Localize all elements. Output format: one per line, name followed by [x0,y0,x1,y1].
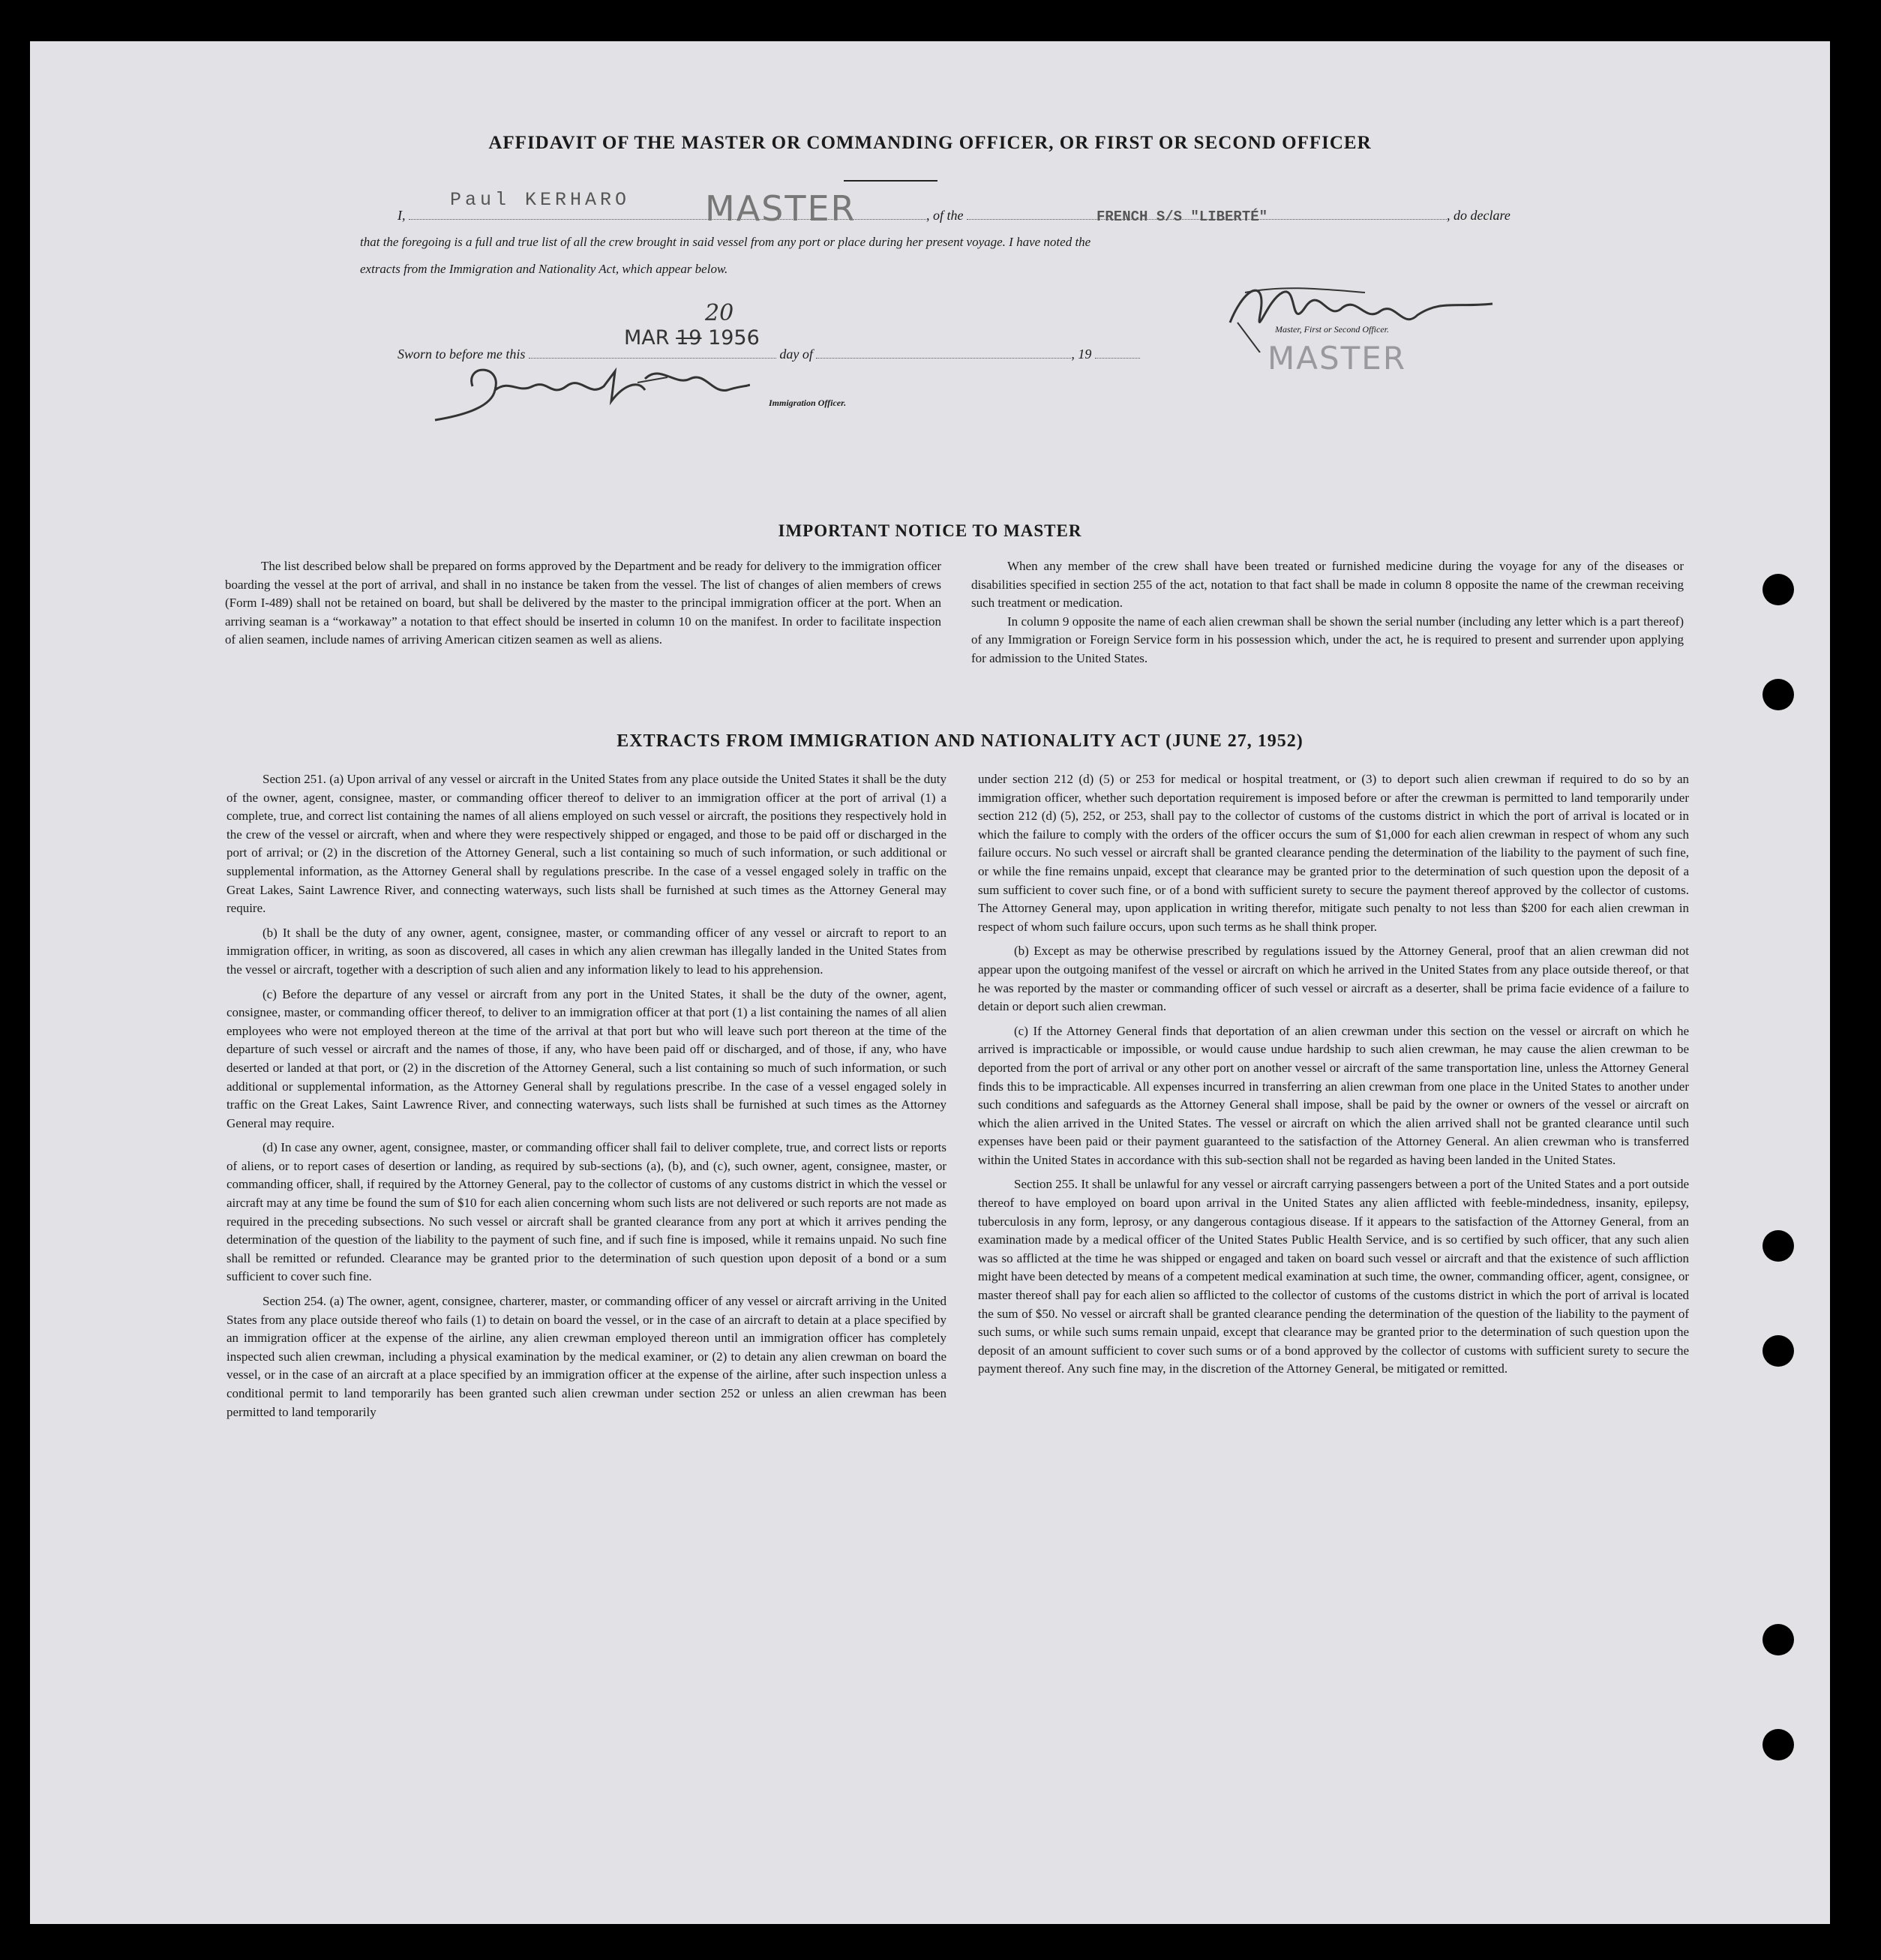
section-254-a-continued: under section 212 (d) (5) or 253 for medical or hospital treatment, or (3) to deport such alien crewman if required to do so by an immigration officer, whether such deportation requirement is imposed before or after the crewman is permitted to land temporarily under section 212 (d) (5), 252, or 253, shall pay to the collector of customs of the customs district in which the port of arrival is located or in which the failure to comply with the orders of the officer occurs the sum of $1,000 for each alien crewman in respect of whom any such failure occurs. No such vessel or aircraft shall be granted clearance pending the determination of the liability to the payment of such fine, or while the fine remains unpaid, except that clearance may be granted prior to the determination of such question upon the deposit of a sum sufficient to cover such fine, or of a bond with sufficient surety to secure the payment thereof approved by the collector of customs. The Attorney General may, upon application in writing therefor, mitigate such penalty to not less than $200 for each alien crewman in respect of whom such failure occurs, upon such terms as he shall think proper. [978,772,1689,934]
section-254-a: Section 254. (a) The owner, agent, consignee, charterer, master, or commanding officer of any vessel or aircraft arriving in the United States from any place outside thereof who fails (1) to detain on board the vessel, or in the case of an aircraft to detain at a place specified by an immigration officer at the expense of the airline, any alien crewman employed thereon until an immigration officer has completely inspected such alien crewman, including a physical examination by the medical examiner, or (2) to detain any alien crewman on board the vessel, or in the case of an aircraft at a place specified by an immigration officer at the expense of the airline, after such inspection unless a conditional permit to land temporarily has been granted such alien crewman under section 252 or unless an alien crewman has been permitted to land temporarily [226,1294,946,1419]
punch-hole [1762,679,1794,710]
section-251-b: (b) It shall be the duty of any owner, agent, consignee, master, or commanding officer of any vessel or aircraft to report to an immigration officer, in writing, as soon as discovered, all cases in which any alien crewman has illegally landed in the United States from the vessel or aircraft, together with a description of such alien and any information likely to lead to his apprehension. [226,925,946,977]
extracts-right-column [978,770,1689,1385]
date-stamp-year: 1956 [708,326,760,350]
do-declare-label: , do declare [1447,208,1510,223]
section-254-c: (c) If the Attorney General finds that deportation of an alien crewman under this section on the vessel or aircraft on which he arrived is impracticable or impossible, or would cause undue hardship to such alien crewman, he may cause the alien crewman to be deported from the port of arrival or any other port on another vessel or aircraft of the same transportation line, unless the Attorney General finds this to be impracticable. All expenses incurred in transferring an alien crewman from one place in the United States to another under such conditions and safeguards as the Attorney General shall impose, shall be paid by the owner or owners of the vessel or aircraft on which the alien arrived in the United States. The vessel or aircraft on which the alien arrived shall not be granted clearance until such expenses have been paid or their payment guaranteed to the satisfaction of the Attorney General. An alien crewman who is transferred within the United States in accordance with this sub-section shall not be regarded as having been landed in the United States. [978,1023,1689,1167]
punch-hole [1762,1624,1794,1655]
title-divider [844,180,938,182]
notice-left-text: The list described below shall be prepared on forms approved by the Department and be ready for delivery to the immigration officer boarding the vessel at the port of arrival, and shall in no instance be taken from the vessel. The list of changes of alien members of crews (Form I-489) shall not be retained on board, but shall be delivered by the master to the principal immigration officer at the port. When an arriving seaman is a “workaway” a notation to that effect should be inserted in column 10 on the manifest. In order to facilitate inspection of alien seamen, include names of arriving American citizen seamen as well as aliens. [225,559,941,647]
declaration-line-3: extracts from the Immigration and Nationality Act, which appear below. [360,262,728,276]
notice-left [225,557,941,656]
sworn-label: Sworn to before me this [398,347,526,362]
punch-hole [1762,574,1794,605]
master-signature-caption: Master, First or Second Officer. [1275,324,1389,335]
section-251-a: Section 251. (a) Upon arrival of any vessel or aircraft in the United States from any place outside the United States it shall be the duty of the owner, agent, consignee, master, or commanding officer thereof to deliver to an immigration officer at the port of arrival (1) a complete, true, and correct list containing the names of all aliens employed on such vessel or aircraft, the positions they respectively hold in the crew of the vessel or aircraft, when and where they were respectively shipped or engaged, and those to be paid off or discharged in the port of arrival; or (2) in the discretion of the Attorney General, such a list containing so much of such information, or such additional or supplemental information, as the Attorney General shall by regulations prescribe. In the case of a vessel engaged solely in traffic on the Great Lakes, Saint Lawrence River, and connecting waterways, such lists shall be furnished at such times as the Attorney General may require. [226,772,946,916]
document-page [30,41,1830,1924]
declaration-line-2: that the foregoing is a full and true list of all the crew brought in said vessel from any port or place during her present voyage. I have noted the [360,235,1091,249]
rank-stamp: MASTER [705,188,856,229]
notice-right-text-1: When any member of the crew shall have been treated or furnished medicine during the voyage for any of the diseases or disabilities specified in section 255 of the act, notation to that fact shall be made in column 8 opposite the name of the crewman receiving such treatment or medication. [971,559,1684,611]
master-name: Paul KERHARO [450,189,631,211]
date-stamp [624,326,760,350]
vessel-name: FRENCH S/S "LIBERTÉ" [1096,209,1268,225]
officer-caption: Immigration Officer. [769,398,847,408]
section-255: Section 255. It shall be unlawful for any vessel or aircraft carrying passengers between a port of the United States and a port outside thereof to have employed on board upon arrival in the United States any alien afflicted with feeble-mindedness, insanity, epilepsy, tuberculosis in any form, leprosy, or any dangerous contagious disease. If it appears to the satisfaction of the Attorney General, from an examination made by a medical officer of the United States Public Health Service, and is so certified by such officer, that any such alien was so afflicted at the time he was shipped or engaged and taken on board such vessel or aircraft and that the existence of such affliction might have been detected by means of a competent medical examination at such time, the owner, commanding officer, agent, consignee, or master thereof shall pay for each alien so afflicted to the collector of customs of the customs district in which the port of arrival is located the sum of $50. No vessel or aircraft shall be granted clearance pending the determination of the question of the liability to the payment of such sums, or while such sums remain unpaid, except that clearance may be granted prior to the determination of such question upon the deposit of an amount sufficient to cover such sums or of a bond approved by the collector of customs with sufficient surety to secure the payment thereof. Any such fine may, in the discretion of the Attorney General, be mitigated or remitted. [978,1177,1689,1376]
of-the-label: , of the [926,208,964,223]
notice-title: IMPORTANT NOTICE TO MASTER [778,521,1082,540]
notice-right-text-2: In column 9 opposite the name of each alien crewman shall be shown the serial number (including any letter which is a part thereof) of any Immigration or Foreign Service form in his possession which, under the act, he is required to present and surrender upon applying for admission to the United States. [971,614,1684,665]
extracts-title: EXTRACTS FROM IMMIGRATION AND NATIONALITY ACT (JUNE 27, 1952) [616,731,1304,751]
date-stamp-day: 19 [676,326,702,350]
officer-signature [420,356,750,428]
affidavit-title: AFFIDAVIT OF THE MASTER OR COMMANDING OFFICER, OR FIRST OR SECOND OFFICER [488,133,1372,153]
day-label: day of [779,347,813,362]
notice-right [971,557,1684,674]
section-254-b: (b) Except as may be otherwise prescribed by regulations issued by the Attorney General, proof that an alien crewman did not appear upon the outgoing manifest of the vessel or aircraft on which he arrived in the United States from any place outside thereof, or that he was reported by the master or commanding officer of such vessel or aircraft as a deserter, shall be prima facie evidence of a failure to detain or deport such alien crewman. [978,944,1689,1014]
punch-hole [1762,1729,1794,1760]
extracts-left-column [226,770,946,1427]
section-251-d: (d) In case any owner, agent, consignee, master, or commanding officer shall fail to deliver complete, true, and correct lists or reports of aliens, or to report cases of desertion or landing, as required by sub-sections (a), (b), and (c), such owner, agent, consignee, master, or commanding officer, shall, if required by the Attorney General, pay to the collector of customs of any customs district in which the vessel or aircraft may at any time be found the sum of $10 for each alien concerning whom such lists are not delivered or such reports are not made as required in the preceding subsections. No such vessel or aircraft shall be granted clearance from any port at which it arrives pending the determination of the question of the liability to the payment of such fine, and if such fine is imposed, while it remains unpaid. No such fine shall be remitted or refunded. Clearance may be granted prior to the determination of such question upon deposit of a bond or a sum sufficient to cover such fine. [226,1140,946,1284]
date-correction: 20 [705,300,734,326]
punch-hole [1762,1335,1794,1367]
declaration-prefix: I, [398,208,406,223]
date-stamp-month: MAR [624,326,670,350]
year-label: , 19 [1071,347,1092,362]
punch-hole [1762,1230,1794,1262]
section-251-c: (c) Before the departure of any vessel or aircraft from any port in the United States, it shall be the duty of the owner, agent, consignee, master, or commanding officer thereof, to deliver to an immigration officer at that port (1) a list containing the names of all alien employees who were not employed thereon at the time of the arrival at that port but who will leave such port thereon at the time of the departure of such vessel or aircraft and the names of those, if any, who have been paid off or discharged, and of those, if any, who have deserted or landed at that port, or (2) in the discretion of the Attorney General, such a list containing so much of such information, or such additional or supplemental information, as the Attorney General shall by regulations prescribe. In the case of a vessel engaged solely in traffic on the Great Lakes, Saint Lawrence River, and connecting waterways, such lists shall be furnished at such times as the Attorney General may require. [226,986,946,1130]
master-stamp: MASTER [1268,340,1407,377]
